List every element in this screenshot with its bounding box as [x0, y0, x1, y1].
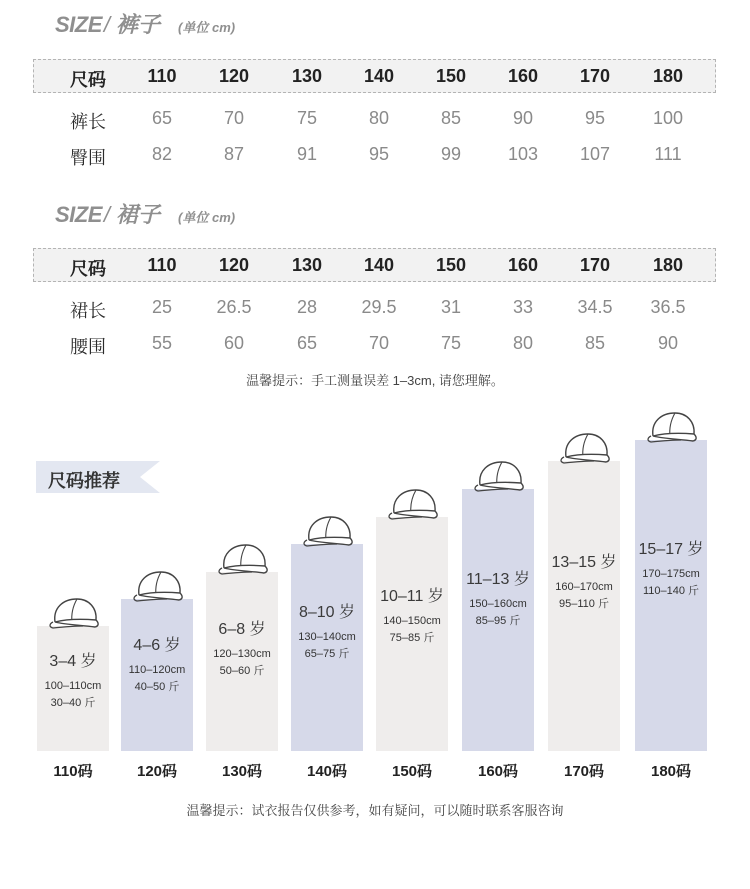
size-header-130: 130	[291, 255, 323, 275]
bar-size-label: 130码	[221, 763, 263, 780]
table-cell: 111	[654, 144, 682, 164]
cap-icon	[131, 569, 187, 608]
bar-weight-range: 65–75 斤	[304, 648, 350, 660]
row-label: 臀围	[70, 148, 106, 168]
table-cell: 100	[652, 108, 684, 128]
size-header-170: 170	[579, 255, 611, 275]
bar-weight-range: 85–95 斤	[475, 615, 521, 627]
size-bar-170码	[548, 461, 620, 751]
table-cell: 65	[151, 108, 173, 128]
skirt-title: 裙子	[116, 202, 161, 227]
skirt-section-title	[55, 198, 235, 228]
table-cell: 31	[440, 297, 462, 317]
cap-icon	[47, 596, 103, 635]
size-bar-140码	[291, 544, 363, 751]
bar-age: 10–11 岁	[380, 588, 444, 605]
recommend-banner	[36, 461, 160, 493]
table-cell: 82	[151, 144, 173, 164]
table-cell: 26.5	[216, 297, 252, 317]
table-cell: 103	[507, 144, 539, 164]
bar-size-label: 150码	[391, 763, 433, 780]
table-cell: 28	[296, 297, 318, 317]
table-cell: 80	[512, 333, 534, 353]
size-header-180: 180	[652, 255, 684, 275]
table-cell: 99	[440, 144, 462, 164]
size-label: SIZE	[55, 202, 102, 227]
pants-section-title	[55, 8, 235, 38]
table-cell: 70	[223, 108, 245, 128]
row-label: 裤长	[70, 112, 106, 132]
table-cell: 95	[368, 144, 390, 164]
recommend-title: 尺码推荐	[48, 471, 120, 491]
bar-size-label: 110码	[53, 763, 93, 780]
bar-size-label: 140码	[306, 763, 348, 780]
size-header-120: 120	[218, 66, 250, 86]
size-label: SIZE	[55, 12, 102, 37]
cap-icon	[472, 459, 528, 498]
size-header-140: 140	[363, 255, 395, 275]
bar-weight-range: 110–140 斤	[642, 585, 700, 597]
bar-weight-range: 50–60 斤	[219, 665, 265, 677]
table-cell: 29.5	[361, 297, 397, 317]
table-cell: 90	[512, 108, 534, 128]
table-cell: 55	[151, 333, 173, 353]
table-cell: 107	[579, 144, 611, 164]
bar-height-range: 100–110cm	[44, 680, 102, 692]
bottom-note: 温馨提示：试衣报告仅供参考，如有疑问，可以随时联系客服咨询	[186, 803, 564, 818]
bar-size-label: 120码	[136, 763, 178, 780]
size-header-140: 140	[363, 66, 395, 86]
bar-height-range: 170–175cm	[642, 568, 700, 580]
size-header-label: 尺码	[70, 70, 106, 90]
pants-title: 裤子	[116, 12, 161, 37]
bar-weight-range: 40–50 斤	[134, 681, 180, 693]
bar-weight-range: 95–110 斤	[559, 598, 609, 610]
size-bar-120码	[121, 599, 193, 751]
size-header-170: 170	[579, 66, 611, 86]
table-cell: 70	[368, 333, 390, 353]
size-bar-130码	[206, 572, 278, 751]
row-label: 裙长	[70, 301, 106, 321]
size-header-150: 150	[435, 255, 467, 275]
table-cell: 65	[296, 333, 318, 353]
size-bar-110码	[37, 626, 109, 751]
size-header-110: 110	[147, 66, 177, 86]
size-header-110: 110	[147, 255, 177, 275]
bar-size-label: 160码	[477, 763, 519, 780]
bar-size-label: 170码	[563, 763, 605, 780]
bar-age: 13–15 岁	[551, 554, 617, 571]
table-cell: 87	[223, 144, 245, 164]
size-bar-150码	[376, 517, 448, 751]
table-cell: 33	[512, 297, 534, 317]
size-bar-180码	[635, 440, 707, 751]
table-cell: 34.5	[577, 297, 613, 317]
size-header-120: 120	[218, 255, 250, 275]
unit-label: (单位 cm)	[178, 20, 236, 35]
size-bar-160码	[462, 489, 534, 751]
table-cell: 85	[584, 333, 606, 353]
bar-age: 6–8 岁	[218, 621, 266, 638]
cap-icon	[301, 514, 357, 553]
measure-note: 温馨提示：手工测量误差 1–3cm, 请您理解。	[246, 373, 504, 388]
size-header-130: 130	[291, 66, 323, 86]
table-cell: 60	[223, 333, 245, 353]
title-slash: /	[103, 202, 111, 227]
table-cell: 75	[440, 333, 462, 353]
bar-height-range: 130–140cm	[298, 631, 356, 643]
bar-age: 11–13 岁	[466, 571, 530, 588]
cap-icon	[645, 410, 701, 449]
size-header-180: 180	[652, 66, 684, 86]
size-header-label: 尺码	[70, 259, 106, 279]
title-slash: /	[103, 12, 111, 37]
table-cell: 95	[584, 108, 606, 128]
bar-height-range: 160–170cm	[555, 581, 613, 593]
size-header-160: 160	[507, 255, 539, 275]
bar-height-range: 120–130cm	[213, 648, 271, 660]
cap-icon	[386, 487, 442, 526]
row-label: 腰围	[70, 337, 106, 357]
table-cell: 80	[368, 108, 390, 128]
size-header-150: 150	[435, 66, 467, 86]
bar-size-label: 180码	[650, 763, 692, 780]
bar-weight-range: 75–85 斤	[389, 632, 435, 644]
cap-icon	[558, 431, 614, 470]
bar-age: 8–10 岁	[298, 604, 356, 621]
size-header-160: 160	[507, 66, 539, 86]
unit-label: (单位 cm)	[178, 210, 236, 225]
table-cell: 25	[151, 297, 173, 317]
bar-age: 15–17 岁	[638, 541, 704, 558]
table-cell: 91	[296, 144, 318, 164]
bar-weight-range: 30–40 斤	[50, 697, 96, 709]
bar-age: 3–4 岁	[49, 653, 97, 670]
bar-height-range: 140–150cm	[383, 615, 441, 627]
table-cell: 90	[657, 333, 679, 353]
table-cell: 75	[296, 108, 318, 128]
bar-height-range: 110–120cm	[128, 664, 186, 676]
table-cell: 36.5	[650, 297, 686, 317]
bar-age: 4–6 岁	[133, 637, 181, 654]
cap-icon	[216, 542, 272, 581]
table-cell: 85	[440, 108, 462, 128]
bar-height-range: 150–160cm	[469, 598, 527, 610]
